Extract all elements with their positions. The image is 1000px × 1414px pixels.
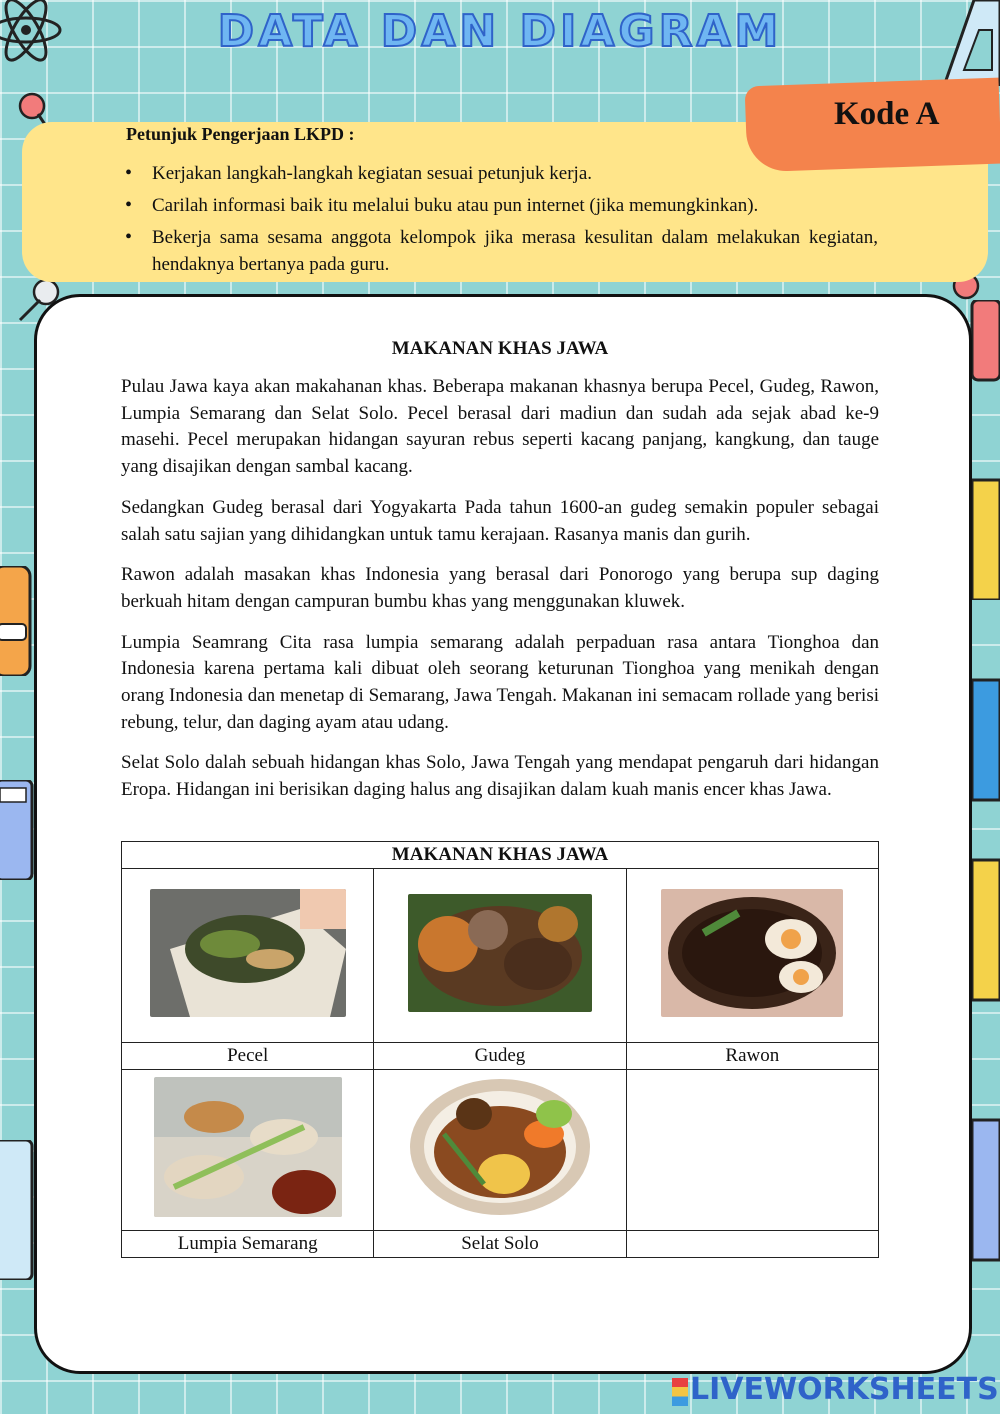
book-icon: [0, 1140, 36, 1280]
liveworksheets-logo-icon: [672, 1378, 688, 1406]
gudeg-image: [408, 894, 592, 1012]
table-cell: [122, 869, 374, 1043]
food-label: Gudeg: [374, 1043, 626, 1070]
selat-solo-image: [404, 1074, 596, 1220]
table-title: MAKANAN KHAS JAWA: [122, 842, 879, 869]
list-item: • Carilah informasi baik itu melalui buku atau pun internet (jika memungkinkan).: [152, 192, 878, 219]
calculator-icon: [0, 780, 36, 880]
food-label: Selat Solo: [374, 1231, 626, 1258]
rawon-image: [661, 889, 843, 1017]
article-title: MAKANAN KHAS JAWA: [391, 338, 609, 359]
table-cell: [122, 1070, 374, 1231]
code-badge-label: Kode A: [834, 96, 940, 132]
article-paragraph: Lumpia Seamrang Cita rasa lumpia semarang adalah perpaduan rasa antara Tionghoa dan Indonesia karena pertama kali dibuat oleh seorang keturunan Tionghoa yang menikah dengan orang Indonesia dan menetap di Semarang, Jawa Tengah. Makanan ini semacam rollade yang berisi rebung, telur, dan daging ayam atau udang.: [121, 631, 879, 733]
table-cell: [626, 869, 878, 1043]
food-label: Lumpia Semarang: [122, 1231, 374, 1258]
table-cell: [374, 869, 626, 1043]
table-cell-empty: [626, 1231, 878, 1258]
article-body: [121, 374, 879, 818]
watermark[interactable]: LIVEWORKSHEETS: [690, 1372, 999, 1407]
article-paragraph: Pulau Jawa kaya akan makahanan khas. Beberapa makanan khasnya berupa Pecel, Gudeg, Rawon, Lumpia Semarang dan Selat Solo. Pecel berasal dari madiun dan sudah ada sejak abad ke-9 masehi. Pecel merupakan hidangan sayuran rebus seperti kacang panjang, kangkung, dan tauge yang disajikan dengan sambal kacang.: [121, 376, 879, 478]
food-label: Pecel: [122, 1043, 374, 1070]
pecel-image: [150, 889, 346, 1017]
ruler-icon: [968, 660, 1000, 1300]
lumpia-semarang-image: [154, 1077, 342, 1217]
article-paragraph: Selat Solo dalah sebuah hidangan khas Solo, Jawa Tengah yang mendapat pengaruh dari hidangan Eropa. Hidangan ini berisikan daging halus ang disajikan dalam kuah manis encer khas Jawa.: [121, 752, 879, 801]
food-table: [121, 841, 879, 1258]
list-item: • Kerjakan langkah-langkah kegiatan sesuai petunjuk kerja.: [152, 160, 878, 187]
article-paragraph: Rawon adalah masakan khas Indonesia yang berasal dari Ponorogo yang berupa sup daging berkuah hitam dengan campuran bumbu khas yang menggunakan kluwek.: [121, 564, 879, 612]
table-cell: [374, 1070, 626, 1231]
bag-icon: [0, 566, 34, 676]
food-label: Rawon: [626, 1043, 878, 1070]
instructions-list: [152, 160, 878, 283]
page-title: DATA DAN DIAGRAM: [217, 6, 783, 57]
article-paragraph: Sedangkan Gudeg berasal dari Yogyakarta Pada tahun 1600-an gudeg semakin populer sebagai salah satu sajian yang dihidangkan untuk tamu kerajaan. Rasanya manis dan gurih.: [121, 496, 879, 545]
list-item: • Bekerja sama sesama anggota kelompok jika merasa kesulitan dalam melakukan kegiatan, hendaknya bertanya pada guru.: [152, 224, 878, 278]
instructions-heading: Petunjuk Pengerjaan LKPD :: [126, 124, 355, 144]
table-cell-empty: [626, 1070, 878, 1231]
